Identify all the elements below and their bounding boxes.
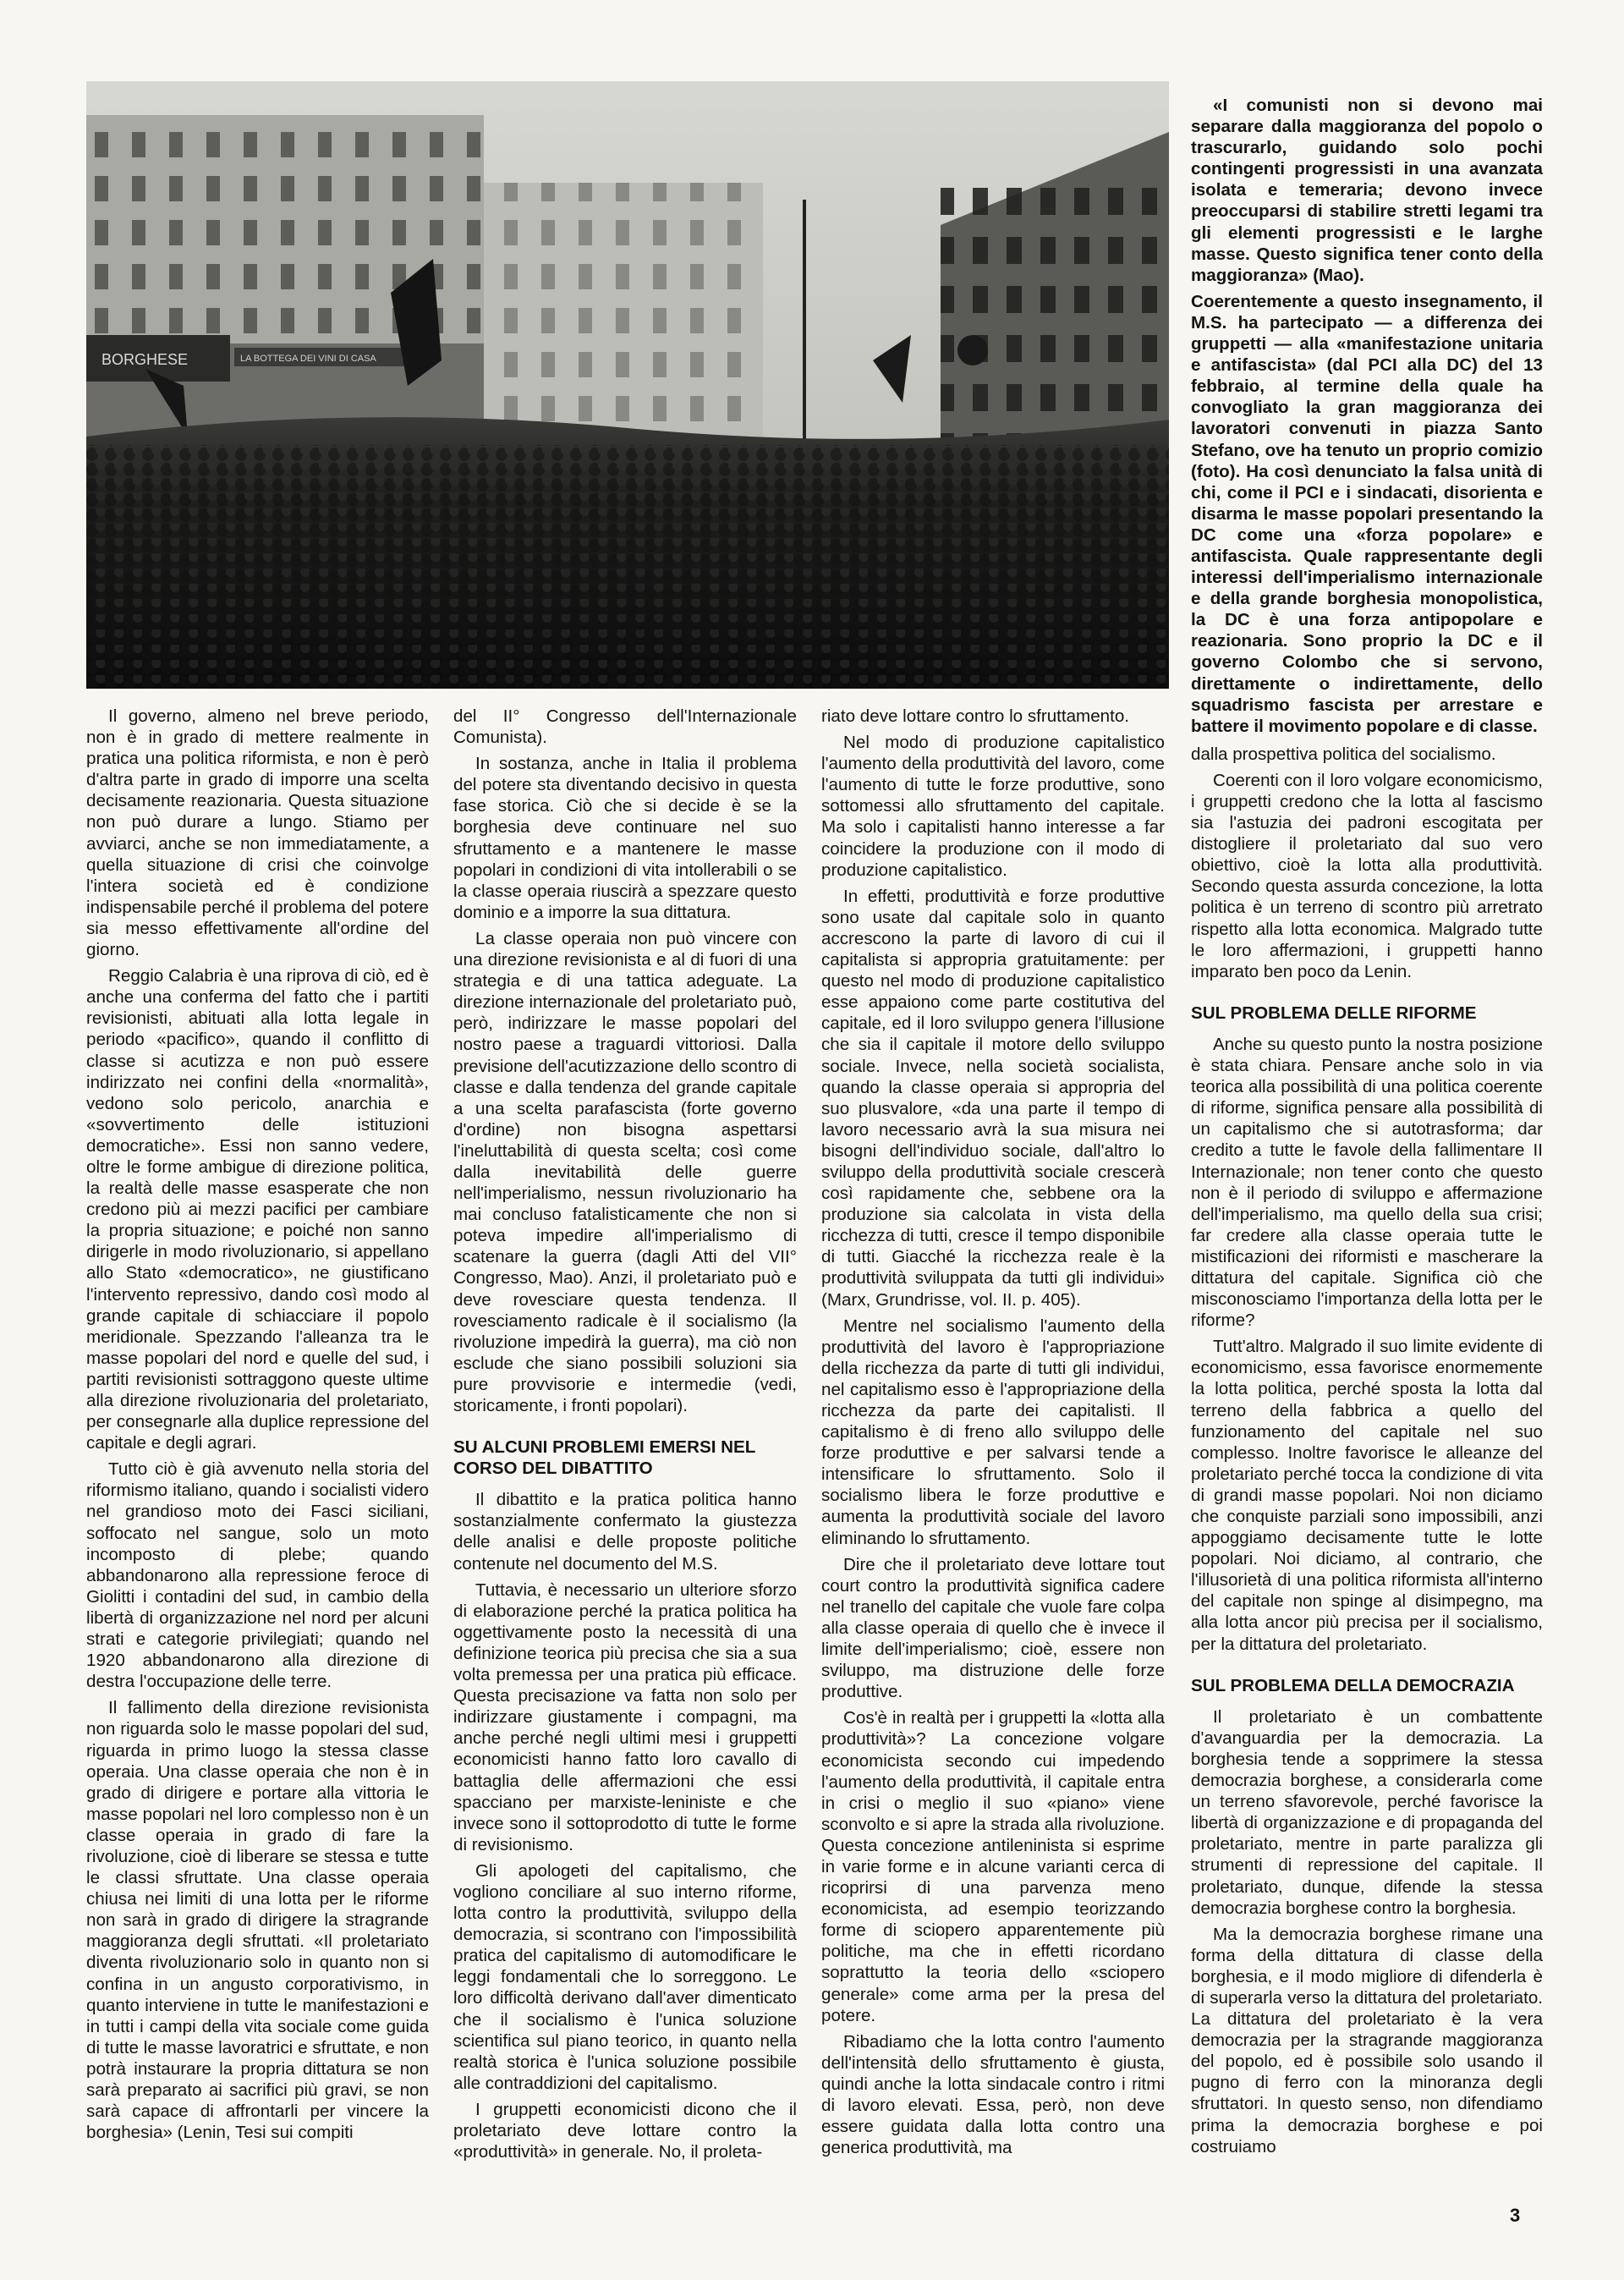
paragraph: Il governo, almeno nel breve periodo, non è in grado di mettere realmente in pratica una politica riformista, e non è però d'altra parte in grado di imporre una scelta decisamente reazionaria. Questa situazione non può durare a lungo. Stiamo per avviarci, anche se non immediatamente, a quella situazione di crisi che coinvolge l'intera società ed è condizione indispensabile perché il problema del potere sia messo effettivamente all'ordine del giorno. [86, 706, 429, 960]
paragraph: Ma la democrazia borghese rimane una forma della dittatura di classe della borghesia, e il modo migliore di difenderla è di superarla verso la dittatura del proletariato. La dittatura del proletariato è la vera democrazia per la stragrande maggioranza del popolo, ed è possibile solo usando il pugno di ferro con la minoranza degli sfruttatori. In questo senso, non difendiamo prima la democrazia borghese e poi costruiamo [1191, 1924, 1543, 2156]
paragraph: Dire che il proletariato deve lottare tout court contro la produttività significa cadere nel tranello del capitale che vuole fare colpa alla classe operaia di quello che è invece il limite dell'imperialismo; cioè, essere non sviluppo, ma distruzione delle forze produttive. [821, 1554, 1165, 1702]
paragraph: Coerenti con il loro volgare economicismo, i gruppetti credono che la lotta al fascismo sia l'astuzia dei padroni escogitata per distogliere il proletariato dal suo vero obiettivo, cioè la lotta alla produttività. Secondo questa assurda concezione, la lotta politica è un terreno di scontro più arretrato rispetto alla lotta economica. Malgrado tutte le loro affermazioni, i gruppetti hanno imparato ben poco da Lenin. [1191, 770, 1543, 981]
paragraph: Reggio Calabria è una riprova di ciò, ed è anche una conferma del fatto che i partiti revisionisti, abituati alla lotta legale in periodo «pacifico», quando il conflitto di classe si acutizza e non può essere indirizzato nei confini della «normalità», vedono solo pericolo, anarchia e «sovvertimento delle istituzioni democratiche». Essi non sanno vedere, oltre le forme ambigue di direzione politica, la realtà delle masse esasperate che non credono più ai mezzi pacifici per cambiare la propria situazione; e poiché non sanno dirigerle in modo rivoluzionario, si appellano allo Stato «democratico», ne giustificano l'intervento repressivo, dando così modo al grande capitale di schiacciare il popolo meridionale. Spezzando l'alleanza tra le masse popolari del nord e quelle del sud, i partiti revisionisti sottraggono queste ultime alla direzione rivoluzionaria del proletariato, per consegnarle alla duplice repressione del capitale e degli agrari. [86, 966, 429, 1453]
paragraph: Anche su questo punto la nostra posizione è stata chiara. Pensare anche solo in via teorica alla possibilità di una politica coerente di riforme, significa pensare alla possibilità di un capitalismo che si autotrasforma; dar credito a tutte le favole della fallimentare II Internazionale; non tener conto che questo non è il periodo di sviluppo e affermazione dell'imperialismo, ma quello della sua crisi; far credere alla classe operaia tutte le mistificazioni dei riformisti e mascherare la dittatura del capitale. Significa ciò che misconosciamo l'importanza della lotta per le riforme? [1191, 1034, 1543, 1331]
paragraph: Tuttavia, è necessario un ulteriore sforzo di elaborazione perché la pratica politica ha oggettivamente posto la necessità di una definizione teorica più precisa che sia a sua volta premessa per una pratica più efficace. Questa precisazione va fatta non solo per indirizzare giustamente i compagni, ma anche perché negli ultimi mesi i gruppetti economicisti hanno fatto loro cavallo di battaglia delle affermazioni che essi spacciano per marxiste-leniniste e che invece sono il sottoprodotto di tutte le forme di revisionismo. [453, 1580, 797, 1854]
paragraph: Nel modo di produzione capitalistico l'aumento della produttività del lavoro, come l'aumento di tutte le forze produttive, sono sottomessi allo sfruttamento del capitale. Ma solo i capitalisti hanno interesse a far coincidere la produzione con il modo di produzione capitalistico. [821, 733, 1165, 880]
paragraph: In effetti, produttività e forze produttive sono usate dal capitale solo in quanto accrescono la parte di lavoro di cui il capitalista si appropria gratuitamente: per questo nel modo di produzione capitalistico esse appaiono come parte costitutiva del capitale, ed il loro sviluppo genera l'illusione che sia il capitale il motore dello sviluppo sociale. Invece, nella società socialista, quando la classe operaia si appropria del suo plusvalore, «da una parte il tempo di lavoro necessario avrà la sua misura nei bisogni dell'individuo sociale, dall'altro lo sviluppo della produttività sociale crescerà così rapidamente che, sebbene ora la produzione sia calcolata in vista della ricchezza di tutti, cresce il tempo disponibile di tutti. Giacché la ricchezza reale è la produttività sviluppata da tutti gli individui» (Marx, Grundrisse, vol. II. p. 405). [821, 886, 1165, 1310]
page-number: 3 [1510, 2205, 1521, 2226]
text-column-3 [821, 706, 1165, 2163]
mao-quote: «I comunisti non si devono mai separare dalla maggioranza del popolo o trascurarlo, guidando solo pochi contingenti progressisti in una avanzata isolata e temeraria; devono invece preoccuparsi di stabilire stretti legami tra gli elementi progressisti e le larghe masse. Questo significa tener conto della maggioranza» (Mao). [1191, 96, 1543, 285]
paragraph: del II° Congresso dell'Internazionale Comunista). [453, 706, 797, 748]
paragraph: riato deve lottare contro lo sfruttamento. [821, 706, 1130, 726]
paragraph: Ribadiamo che la lotta contro l'aumento dell'intensità dello sfruttamento è giusta, quindi anche la lotta sindacale contro i ritmi di lavoro elevati. Essa, però, non deve essere guidata dalla lotta contro una generica produttività, ma [821, 2031, 1165, 2158]
shop-sign-2: LA BOTTEGA DEI VINI DI CASA [240, 354, 376, 364]
paragraph: Il proletariato è un combattente d'avanguardia per la democrazia. La borghesia tende a sopprimere la stessa democrazia borghese, a considerarla come un terreno sfavorevole, perché favorisce la libertà di organizzazione e di propaganda del proletariato, mentre in parte paralizza gli strumenti di repressione del capitale. Il proletariato, dunque, difende la stessa democrazia borghese contro la borghesia. [1191, 1706, 1543, 1918]
section-heading-democrazia: SUL PROBLEMA DELLA DEMOCRAZIA [1191, 1675, 1515, 1695]
text-column-2 [453, 706, 797, 2167]
photo-caption: Coerentemente a questo insegnamento, il M.S. ha partecipato — a differenza dei gruppetti — alla «manifestazione unitaria e antifascista» (dal PCI alla DC) del 13 febbraio, al termine della quale ha convogliato la gran maggioranza dei lavoratori convenuti in piazza Santo Stefano, ove ha tenuto un proprio comizio (foto). Ha così denunciato la falsa unità di chi, come il PCI e i sindacati, disorienta e disarma le masse popolari presentando la DC come una «forza popolare» e antifascista. Quale rappresentante degli interessi dell'imperialismo internazionale e della grande borghesia monopolistica, la DC è una forza antipopolare e reazionaria. Sono proprio la DC e il governo Colombo che si servono, direttamente o indirettamente, dello squadrismo fascista per arrestare e battere il movimento popolare e di classe. [1191, 291, 1543, 736]
shop-sign-1: BORGHESE [102, 351, 189, 368]
section-heading: SU ALCUNI PROBLEMI EMERSI NEL CORSO DEL DIBATTITO [453, 1437, 755, 1479]
paragraph: dalla prospettiva politica del socialismo. [1191, 744, 1496, 764]
paragraph: Tutt'altro. Malgrado il suo limite evidente di economicismo, essa favorisce enormemente la lotta politica, perché sposta la lotta dal terreno della fabbrica a quello del funzionamento del capitale nel suo complesso. Inoltre favorisce le alleanze del proletariato perché tocca la condizione di vita di grandi masse popolari. Noi non diciamo che conquiste parziali sono impossibili, anzi appoggiamo decisamente tutte le lotte popolari. Noi diciamo, al contrario, che l'illusorietà di una politica riformista all'interno del capitale non spinge al disimpegno, ma alla lotta ancor più precisa per il socialismo, per la dittatura del proletariato. [1191, 1337, 1543, 1654]
paragraph: Mentre nel socialismo l'aumento della produttività del lavoro è l'appropriazione della ricchezza da parte di tutti gli individui, nel capitalismo esso è l'appropriazione della ricchezza da parte dei capitalisti. Il capitalismo è di freno allo sviluppo delle forze produttive e per salvarsi tende a intensificare lo sfruttamento. Solo il socialismo libera le forze produttive e aumenta la produttività sociale del lavoro eliminando lo sfruttamento. [821, 1316, 1165, 1548]
paragraph: Tutto ciò è già avvenuto nella storia del riformismo italiano, quando i socialisti videro nel grandioso moto dei Fasci siciliani, soffocato nel sangue, solo un moto incomposto di plebe; quando abbandonarono alla repressione feroce di Giolitti i contadini del sud, in cambio della libertà di organizzazione nel nord per alcuni strati e categorie privilegiati; quando nel 1920 abbandonarono alla direzione di destra l'occupazione delle terre. [86, 1459, 429, 1692]
paragraph: I gruppetti economicisti dicono che il proletariato deve lottare contro la «produttività» in generale. No, il proleta- [453, 2099, 797, 2162]
paragraph: La classe operaia non può vincere con una direzione revisionista e al di fuori di una strategia e di una tattica adeguate. La direzione internazionale del proletariato può, però, indirizzare le masse popolari del nostro paese a traguardi vittoriosi. Dalla previsione dell'acutizzazione dello scontro di classe e dalla tendenza del grande capitale a una scelta parafascista (forte governo d'ordine) non bisogna aspettarsi l'ineluttabilità di questa scelta; così come dalla inevitabilità delle guerre nell'imperialismo, nessun rivoluzionario ha mai concluso fatalisticamente che non si poteva impedire all'imperialismo di scatenare la guerra (dagli Atti del VII° Congresso, Mao). Anzi, il proletariato può e deve rovesciare questa tendenza. Il rovesciamento radicale è il socialismo (la rivoluzione impedirà la guerra), ma ciò non esclude che siano possibili soluzioni sia pure provvisorie e intermedie (vedi, storicamente, i fronti popolari). [453, 928, 797, 1415]
text-column-4 [1191, 95, 1543, 2162]
crowd-photo [86, 81, 1169, 689]
section-heading-riforme: SUL PROBLEMA DELLE RIFORME [1191, 1003, 1477, 1023]
paragraph: In sostanza, anche in Italia il problema del potere sta diventando decisivo in questa fase storica. Ciò che si decide è se la borghesia deve continuare nel suo sfruttamento e a mantenere le masse popolari in condizioni di vita intollerabili o se la classe operaia riuscirà a spezzare questo dominio e a imporre la sua dittatura. [453, 754, 797, 922]
paragraph: Il dibattito e la pratica politica hanno sostanzialmente confermato la giustezza delle analisi e delle proposte politiche contenute nel documento del M.S. [453, 1490, 797, 1574]
text-column-1 [86, 706, 429, 2148]
paragraph: Cos'è in realtà per i gruppetti la «lotta alla produttività»? La concezione volgare economicista secondo cui impedendo l'aumento della produttività, il capitale entra in crisi o meglio il suo «piano» viene sconvolto e si apre la strada alla rivoluzione. Questa concezione antileninista si esprime in varie forme e in alcune varianti cerca di ricoprirsi di una parvenza meno economicista, ad esempio teorizzando forme di sciopero apparentemente più politiche, ma che in effetti ricordano soprattutto la teoria dello «sciopero generale» come arma per la presa del potere. [821, 1708, 1165, 2025]
paragraph: Gli apologeti del capitalismo, che vogliono conciliare al suo interno riforme, lotta contro la produttività, sviluppo della democrazia, si scontrano con l'impossibilità pratica del capitalismo di automodificare le leggi fondamentali che lo sorreggono. Le loro difficoltà derivano dall'aver dimenticato che il socialismo è l'unica soluzione scientifica sul piano teorico, in quanto nella realtà storica è l'unica soluzione possibile alle contraddizioni del capitalismo. [453, 1860, 797, 2093]
paragraph: Il fallimento della direzione revisionista non riguarda solo le masse popolari del sud, riguarda in primo luogo la stessa classe operaia. Una classe operaia che non è in grado di dirigere e portare alla vittoria le masse popolari nel loro complesso non è un classe operaia in grado di fare la rivoluzione, cioè di liberare se stessa e tutte le classi sfruttate. Una classe operaia chiusa nei limiti di una lotta per le riforme non sarà in grado di dirigere la stragrande maggioranza degli sfruttati. «Il proletariato diventa rivoluzionario solo in quanto non si confina in un angusto corporativismo, in quanto interviene in tutte le manifestazioni e in tutti i campi della vita sociale come guida di tutte le masse lavoratrici e sfruttate, e non potrà instaurare la propria dittatura se non sarà preparato ai sacrifici più gravi, se non sarà capace di affrontarli per vincere la borghesia» (Lenin, Tesi sui compiti [86, 1698, 429, 2143]
